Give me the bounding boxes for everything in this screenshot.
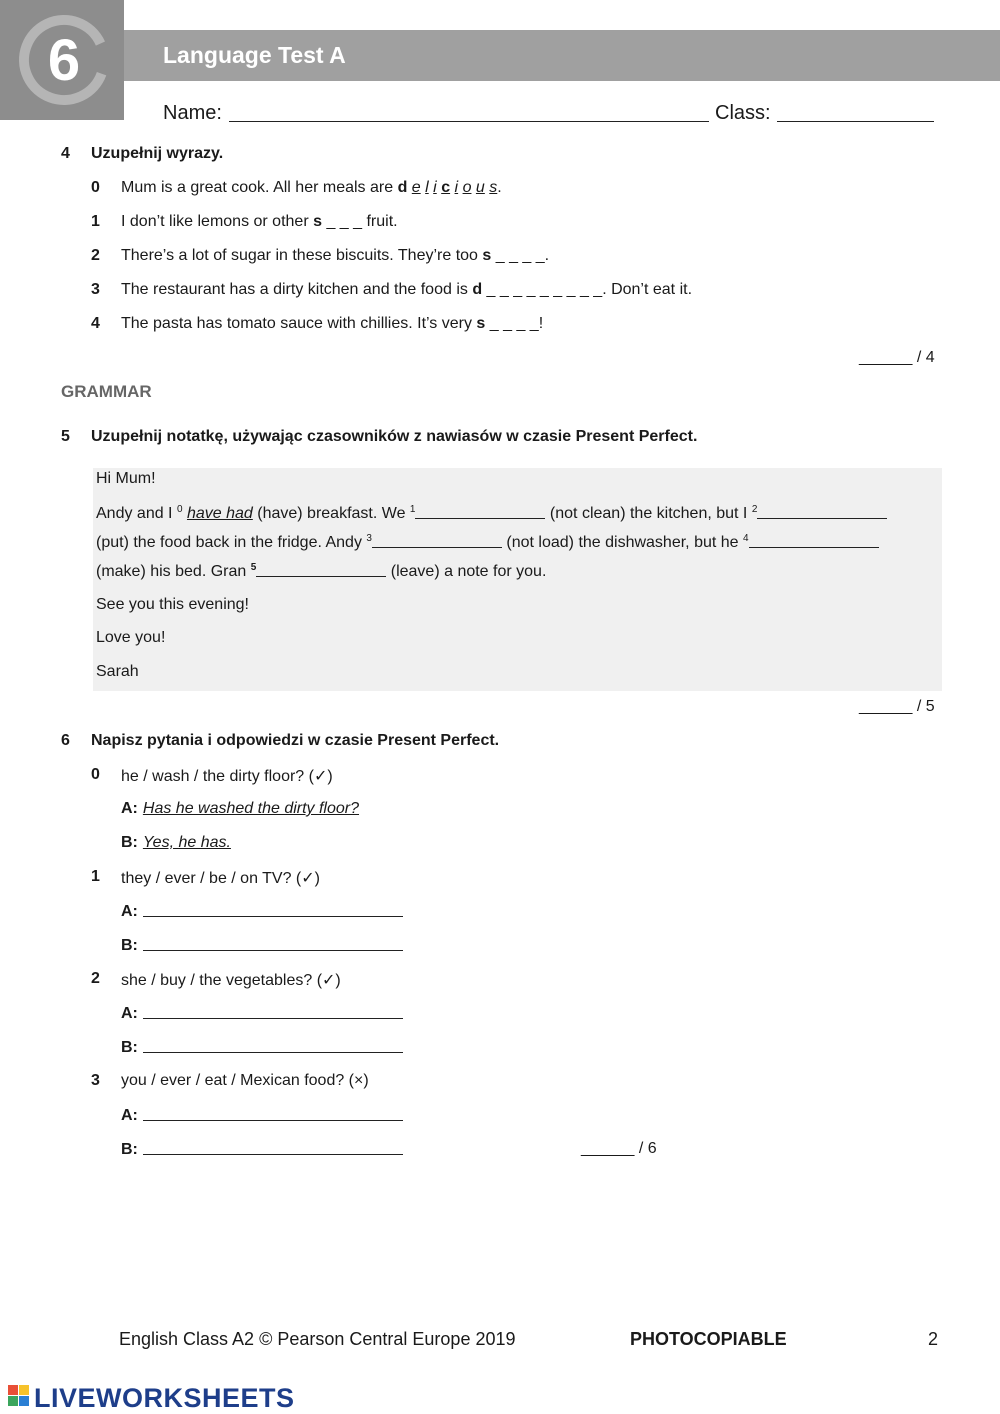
letter-blanks[interactable]: _ _ _ xyxy=(322,213,367,230)
note-line-3: (make) his bed. Gran $^5$ (leave) a note for you. xyxy=(96,562,547,580)
answer-b-field[interactable] xyxy=(143,1140,403,1155)
page-number: 2 xyxy=(928,1329,939,1349)
section4-number: 4 xyxy=(61,145,70,162)
title-bar xyxy=(124,30,1000,81)
item-end: ! xyxy=(538,315,544,332)
first-letter: d xyxy=(472,281,483,298)
item-text: The pasta has tomato sauce with chillies. It’s very xyxy=(121,315,477,332)
unit-number: 6 xyxy=(47,28,81,93)
item-prompt: he / wash / the dirty floor? (✓) xyxy=(121,768,333,785)
answer-b-row: B: xyxy=(121,1140,403,1159)
note-line-4: See you this evening! xyxy=(96,596,249,613)
letter-blanks[interactable]: _ _ _ _ xyxy=(485,315,539,332)
answer-a-row: A: xyxy=(121,902,403,921)
item-number: 2 xyxy=(91,247,100,264)
name-label: Name: xyxy=(163,102,222,124)
example-letter: i xyxy=(433,179,437,196)
section4-instruction: Uzupełnij wyrazy. xyxy=(91,145,224,162)
item-number: 4 xyxy=(91,315,100,332)
answer-a-field[interactable] xyxy=(143,1004,403,1019)
example-letter: c xyxy=(441,179,451,196)
item-number: 2 xyxy=(91,970,100,987)
example-answer-a: A: Has he washed the dirty floor? xyxy=(121,800,360,817)
item-number: 1 xyxy=(91,213,100,230)
item-text: I don’t like lemons or other xyxy=(121,213,314,230)
answer-a-row: A: xyxy=(121,1106,403,1125)
item-end: . Don’t eat it. xyxy=(602,281,693,298)
superscript: 0 xyxy=(176,504,183,515)
example-letter: e xyxy=(411,179,421,196)
answer-b-field[interactable] xyxy=(143,936,403,951)
item-prompt: she / buy / the vegetables? (✓) xyxy=(121,972,341,989)
section6-number: 6 xyxy=(61,732,70,749)
answer-b-row: B: xyxy=(121,1038,403,1057)
section6-instruction: Napisz pytania i odpowiedzi w czasie Present Perfect. xyxy=(91,732,500,749)
photocopiable-label: PHOTOCOPIABLE xyxy=(630,1329,787,1349)
note-signature: Sarah xyxy=(96,663,139,680)
superscript: 4 xyxy=(743,533,749,544)
answer-a-field[interactable] xyxy=(143,902,403,917)
item-text: The restaurant has a dirty kitchen and the food is xyxy=(121,281,473,298)
page-title: Language Test A xyxy=(163,42,346,68)
letter-blanks[interactable]: _ _ _ _ xyxy=(491,247,545,264)
example-answer: have had xyxy=(186,505,253,522)
item-number: 0 xyxy=(91,179,100,196)
answer-blank-4[interactable] xyxy=(749,533,879,548)
item-number: 0 xyxy=(91,766,100,783)
item-text: There’s a lot of sugar in these biscuits. They’re too xyxy=(121,247,483,264)
answer-blank-3[interactable] xyxy=(372,533,502,548)
unit-badge xyxy=(0,0,124,120)
item-number: 3 xyxy=(91,281,100,298)
superscript: 2 xyxy=(751,504,758,515)
answer-blank-2[interactable] xyxy=(757,504,887,519)
item-text: Mum is a great cook. All her meals are xyxy=(121,179,398,196)
example-answer-b: B: Yes, he has. xyxy=(121,834,231,851)
item-prompt: they / ever / be / on TV? (✓) xyxy=(121,870,320,887)
answer-blank-1[interactable] xyxy=(415,504,545,519)
unit-number-icon xyxy=(0,0,124,120)
answer-b-field[interactable] xyxy=(143,1038,403,1053)
letter-blanks[interactable]: _ _ _ _ _ _ _ _ _ xyxy=(482,281,603,298)
item-end: . xyxy=(497,179,502,196)
answer-a-field[interactable] xyxy=(143,1106,403,1121)
item-end: fruit. xyxy=(366,213,398,230)
section6-score: ______ / 6 xyxy=(581,1140,657,1157)
note-line-5: Love you! xyxy=(96,629,166,646)
superscript: 5 xyxy=(250,562,257,573)
section4-score: ______ / 4 xyxy=(859,349,935,366)
example-letter: o xyxy=(462,179,472,196)
note-greeting: Hi Mum! xyxy=(96,470,156,487)
superscript: 3 xyxy=(366,533,372,544)
grammar-heading: GRAMMAR xyxy=(61,382,152,401)
example-letter: i xyxy=(454,179,459,196)
copyright: English Class A2 © Pearson Central Europe 2019 xyxy=(119,1329,516,1349)
first-letter: s xyxy=(482,247,492,264)
note-line-1: Andy and I $^0$ have had (have) breakfast. We $^1$ (not clean) the kitchen, but I $^2$ xyxy=(96,504,887,523)
item-prompt: you / ever / eat / Mexican food? (×) xyxy=(121,1072,369,1089)
item-end: . xyxy=(544,247,550,264)
section5-score: ______ / 5 xyxy=(859,698,935,715)
first-letter: d xyxy=(397,179,408,196)
example-letter: l xyxy=(425,179,429,196)
class-label: Class: xyxy=(715,102,771,124)
section5-number: 5 xyxy=(61,428,70,445)
example-letter: u xyxy=(475,179,485,196)
item-number: 1 xyxy=(91,868,100,885)
name-field[interactable] xyxy=(229,121,709,122)
section5-instruction: Uzupełnij notatkę, używając czasowników z nawiasów w czasie Present Perfect. xyxy=(91,428,698,445)
answer-blank-5[interactable] xyxy=(256,562,386,577)
class-field[interactable] xyxy=(777,121,934,122)
liveworksheets-logo-icon xyxy=(8,1385,30,1407)
note-line-2: (put) the food back in the fridge. Andy $^3$ (not load) the dishwasher, but he $^4$ xyxy=(96,533,879,552)
answer-a-row: A: xyxy=(121,1004,403,1023)
first-letter: s xyxy=(476,315,486,332)
liveworksheets-watermark[interactable]: LIVEWORKSHEETS xyxy=(34,1383,295,1413)
answer-b-row: B: xyxy=(121,936,403,955)
example-letter: s xyxy=(489,179,498,196)
superscript: 1 xyxy=(409,504,416,515)
first-letter: s xyxy=(313,213,322,230)
item-number: 3 xyxy=(91,1072,100,1089)
